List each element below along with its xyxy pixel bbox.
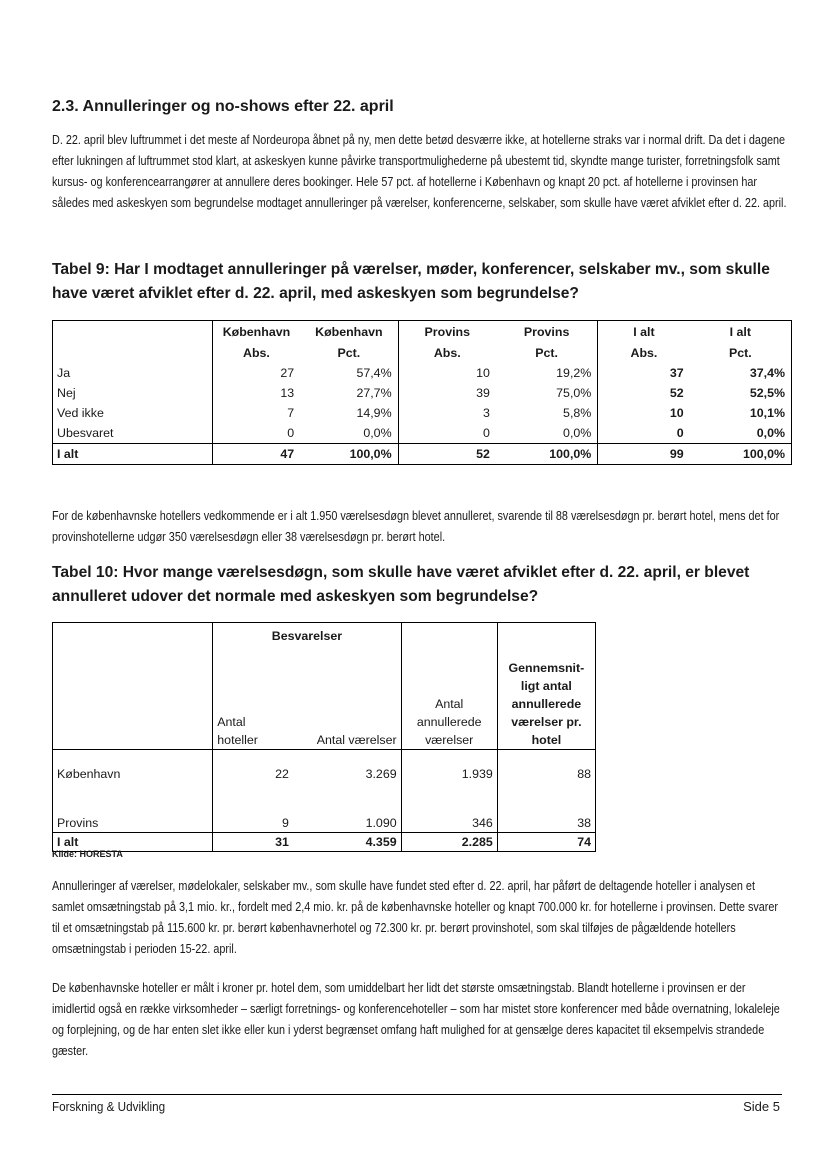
table-cell: 100,0% bbox=[300, 444, 398, 465]
table10-source: Kilde: HORESTA bbox=[52, 849, 123, 859]
table10-caption: Tabel 10: Hvor mange værelsesdøgn, som skulle have været afviklet efter d. 22. april, er blevet annulleret udover det normale med askeskyen som begrundelse? bbox=[52, 564, 750, 605]
table-cell: 37 bbox=[669, 366, 684, 380]
row-label: Provins bbox=[57, 816, 99, 830]
table-cell: 75,0% bbox=[496, 383, 598, 403]
table-cell: 0 bbox=[287, 426, 295, 440]
row-label: Ja bbox=[53, 363, 213, 383]
table-cell: 10,1% bbox=[749, 406, 785, 420]
table9-sub-1: Pct. bbox=[300, 342, 398, 363]
table9-header-prov-abs: Provins bbox=[424, 325, 470, 339]
header-line: Gennemsnit- bbox=[508, 661, 585, 675]
table-cell: 9 bbox=[213, 798, 293, 833]
table10-corner-sub bbox=[53, 647, 213, 750]
table-cell: 100,0% bbox=[496, 444, 598, 465]
table-cell: 0,0% bbox=[300, 423, 398, 444]
footer-department: Forskning & Udvikling bbox=[52, 1099, 166, 1114]
table-cell: 74 bbox=[497, 833, 595, 852]
row-label: Ubesvaret bbox=[53, 423, 213, 444]
table10-group-row bbox=[53, 623, 596, 648]
page-number: Side 5 bbox=[743, 1099, 780, 1114]
document-page bbox=[52, 0, 792, 1169]
table9-corner bbox=[53, 321, 213, 343]
table9-header-prov-pct: Provins bbox=[496, 321, 598, 343]
table-cell: 19,2% bbox=[496, 363, 598, 383]
row-label: I alt bbox=[53, 444, 213, 465]
table-cell: 99 bbox=[598, 444, 690, 465]
row-label: I alt bbox=[53, 833, 213, 852]
table-cell: 88 bbox=[497, 750, 595, 799]
row-label: København bbox=[57, 767, 121, 781]
table10-blank-4 bbox=[497, 623, 595, 648]
table-row bbox=[53, 363, 792, 383]
table10-header-antal-hoteller bbox=[213, 647, 293, 750]
table10-header-gennemsnit bbox=[497, 647, 595, 750]
paragraph-intro: D. 22. april blev luftrummet i det meste af Nordeuropa åbnet på ny, men dette betød desværre ikke, at hotellerne straks var i normal drift. Da det i dagene efter lukningen af luftrummet stod klart, at askeskyen kunne påvirke transportmulighederne på ubestemt tid, skyndte mange turister, forretningsfolk samt kursus- og konferencearrangører at annullere deres bookinger. Hele 57 pct. af hotellerne i København og knapt 20 pct. af hotellerne i provinsen har således med askeskyen som begrundelse modtaget annulleringer på værelser, konferencerne, selskaber, som skulle have været afviklet efter d. 22. april. bbox=[52, 133, 787, 210]
table10-header-annullerede bbox=[401, 647, 497, 750]
table-row-total bbox=[53, 444, 792, 465]
table10-header-antal-vaerelser: Antal værelser bbox=[293, 647, 401, 750]
header-line: ligt antal bbox=[520, 679, 572, 693]
table9-header-row bbox=[53, 321, 792, 343]
table-cell: 0,0% bbox=[496, 423, 598, 444]
table-cell: 14,9% bbox=[300, 403, 398, 423]
table-cell: 1.090 bbox=[365, 816, 397, 830]
table9-sub-4: Abs. bbox=[630, 346, 658, 360]
table9-header-kbh-pct: København bbox=[300, 321, 398, 343]
table-cell: 39 bbox=[476, 386, 490, 400]
table-cell: 1.939 bbox=[401, 750, 497, 799]
table-cell: 13 bbox=[280, 386, 295, 400]
footer-divider bbox=[52, 1094, 782, 1095]
table-cell: 38 bbox=[497, 798, 595, 833]
table-cell: 52,5% bbox=[749, 386, 785, 400]
table-cell: 0 bbox=[676, 426, 684, 440]
table-cell: 27 bbox=[280, 366, 295, 380]
paragraph-copenhagen-hotels: De københavnske hoteller er målt i kroner pr. hotel dem, som umiddelbart her lidt det største omsætningstab. Blandt hotellerne i provinsen er der imidlertid også en række virksomheder – særligt forretnings- og konferencehoteller – som har mistet store konferencer med både overnatning, lokaleleje og forplejning, og de har enten slet ikke eller kun i yderst begrænset omfang haft mulighed for at gensælge deres kapacitet til eksempelvis strandede gæster. bbox=[52, 981, 780, 1058]
row-label: Ved ikke bbox=[53, 403, 213, 423]
table9-sub-5: Pct. bbox=[728, 346, 752, 360]
table10-header-antal-hoteller-line1: Antal bbox=[217, 715, 246, 729]
table-cell: 37,4% bbox=[749, 366, 785, 380]
header-line: Antal bbox=[435, 697, 464, 711]
table-cell: 57,4% bbox=[300, 363, 398, 383]
header-line: hotel bbox=[531, 733, 562, 747]
table-cell: 346 bbox=[401, 798, 497, 833]
table9-header-kbh-abs: København bbox=[222, 325, 291, 339]
table10-group-header: Besvarelser bbox=[213, 623, 401, 648]
table9-header-total-pct: I alt bbox=[729, 325, 751, 339]
table-cell: 27,7% bbox=[300, 383, 398, 403]
row-label: Nej bbox=[53, 383, 213, 403]
table10-corner bbox=[53, 623, 213, 648]
table-cell: 22 bbox=[213, 750, 293, 799]
table10-header-row bbox=[53, 647, 596, 750]
table10 bbox=[52, 622, 596, 852]
table-row bbox=[53, 383, 792, 403]
paragraph-revenue-loss: Annulleringer af værelser, mødelokaler, selskaber mv., som skulle have fundet sted efter d. 22. april, har påført de deltagende hoteller i analysen et samlet omsætningstab på 3,1 mio. kr., fordelt med 2,4 mio. kr. på de københavnske hoteller og knapt 700.000 kr. for hotellerne i provinsen. Dette svarer til et omsætningstab på 115.600 kr. pr. berørt københavnerhotel og 72.300 kr. pr. berørt provinshotel, som skal tilføjes de pågældende hotellers omsætningstab i perioden 15-22. april. bbox=[52, 879, 779, 956]
table-row-total bbox=[53, 833, 596, 852]
table10-header-antal-hoteller-line2: hoteller bbox=[217, 733, 258, 747]
table-cell: 52 bbox=[669, 386, 684, 400]
table-cell: 47 bbox=[212, 444, 300, 465]
table-cell: 3 bbox=[483, 406, 490, 420]
table9-header-total-abs: I alt bbox=[633, 325, 655, 339]
table-cell: 4.359 bbox=[293, 833, 401, 852]
table9-corner-sub bbox=[53, 342, 213, 363]
table-row bbox=[53, 750, 596, 799]
header-line: annullerede bbox=[511, 697, 582, 711]
table9-sub-3: Pct. bbox=[496, 342, 598, 363]
table-cell: 0 bbox=[483, 426, 490, 440]
header-line: værelser pr. bbox=[511, 715, 582, 729]
table10-blank-3 bbox=[401, 623, 497, 648]
table9-subheader-row bbox=[53, 342, 792, 363]
table-row bbox=[53, 423, 792, 444]
header-line: annullerede bbox=[416, 715, 482, 729]
table-cell: 3.269 bbox=[365, 767, 397, 781]
table-row bbox=[53, 403, 792, 423]
table-row bbox=[53, 798, 596, 833]
table9-sub-2: Abs. bbox=[433, 346, 461, 360]
table-cell: 0,0% bbox=[756, 426, 785, 440]
table9-sub-0: Abs. bbox=[243, 346, 270, 360]
table-cell: 31 bbox=[213, 833, 293, 852]
section-heading: 2.3. Annulleringer og no-shows efter 22. april bbox=[52, 98, 394, 115]
table9 bbox=[52, 320, 792, 465]
table-cell: 10 bbox=[669, 406, 684, 420]
table-cell: 5,8% bbox=[496, 403, 598, 423]
table-cell: 100,0% bbox=[690, 444, 792, 465]
table-cell: 10 bbox=[476, 366, 490, 380]
table-cell: 52 bbox=[398, 444, 496, 465]
paragraph-table9-comment: For de københavnske hotellers vedkommende er i alt 1.950 værelsesdøgn blevet annulleret, svarende til 88 værelsesdøgn pr. berørt hotel, mens det for provinshotellerne udgør 350 værelsesdøgn eller 38 værelsesdøgn pr. berørt hotel. bbox=[52, 509, 780, 544]
table-cell: 7 bbox=[287, 406, 295, 420]
table9-caption: Tabel 9: Har I modtaget annulleringer på værelser, møder, konferencer, selskaber mv., som skulle have været afviklet efter d. 22. april, med askeskyen som begrundelse? bbox=[52, 261, 770, 302]
table-cell: 2.285 bbox=[401, 833, 497, 852]
header-line: værelser bbox=[425, 733, 474, 747]
